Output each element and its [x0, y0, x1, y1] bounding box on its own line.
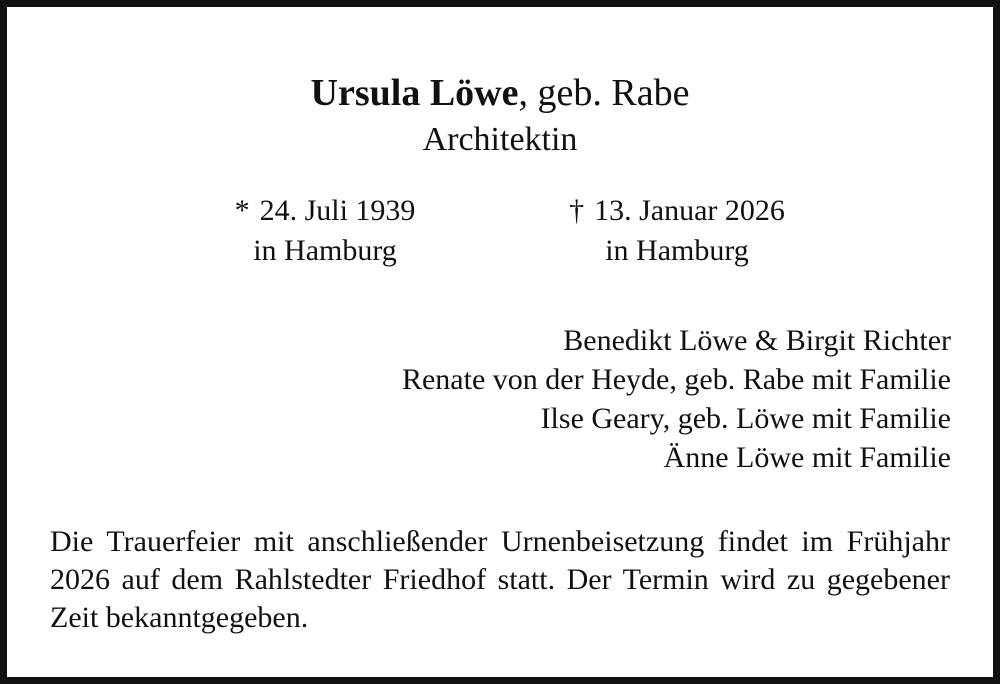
mourners-list — [402, 321, 951, 477]
mourner-line: Änne Löwe mit Familie — [663, 441, 951, 474]
mourner-line: Renate von der Heyde, geb. Rabe mit Familie — [401, 363, 951, 396]
death-cross-icon: † — [569, 194, 585, 227]
death-date-line — [547, 191, 807, 231]
birth-date: 24. Juli 1939 — [259, 194, 416, 227]
deceased-name-line — [7, 69, 993, 117]
birth-place: in Hamburg — [253, 234, 397, 267]
death-date: 13. Januar 2026 — [594, 194, 785, 227]
birth-name-suffix: , geb. Rabe — [518, 72, 690, 114]
death-info — [547, 191, 807, 271]
deceased-name: Ursula Löwe — [310, 72, 519, 114]
birth-date-line — [215, 191, 435, 231]
mourner-line: Benedikt Löwe & Birgit Richter — [563, 324, 951, 357]
birth-info — [215, 191, 435, 271]
profession: Architektin — [422, 121, 578, 158]
birth-symbol-icon: * — [234, 194, 250, 227]
service-notice: Die Trauerfeier mit anschließender Urnenbeisetzung findet im Frühjahr 2026 auf dem Rahlstedter Friedhof statt. Der Termin wird zu gegebener Zeit bekanntgegeben. — [50, 525, 950, 634]
mourner-line: Ilse Geary, geb. Löwe mit Familie — [540, 402, 951, 435]
death-place: in Hamburg — [605, 234, 749, 267]
header — [7, 69, 993, 161]
